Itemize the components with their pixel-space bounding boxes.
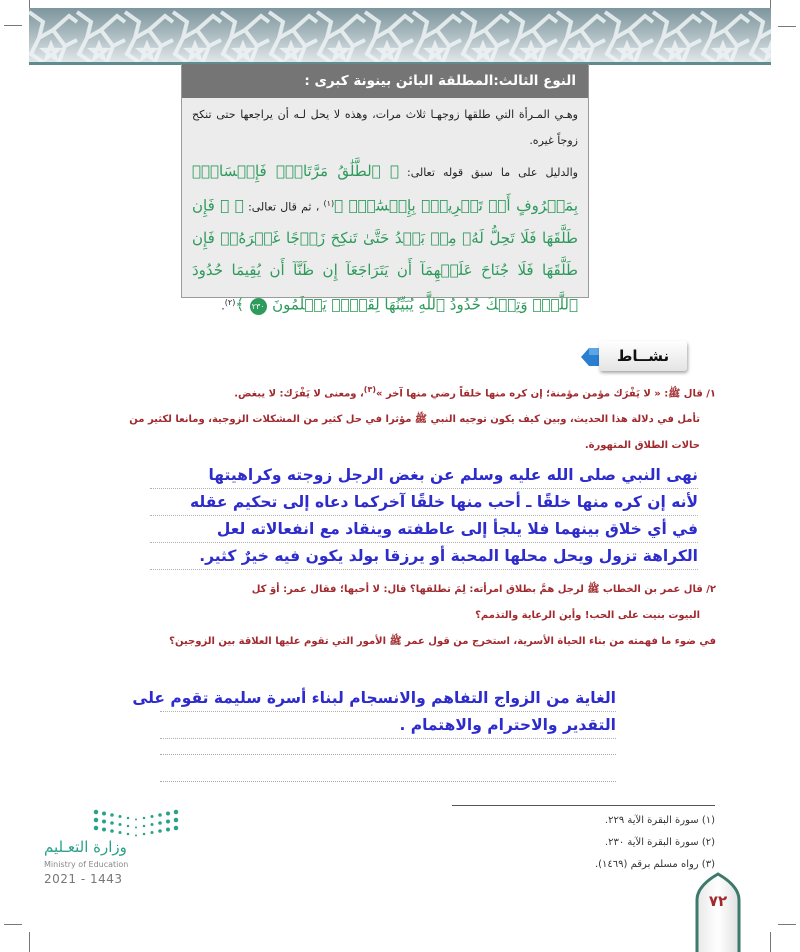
pattern-star xyxy=(284,45,297,58)
info-box-title: النوع الثالث:المطلقة البائن بينونة كبرى : xyxy=(182,64,588,98)
logo-dot xyxy=(143,817,146,820)
logo-dot xyxy=(94,810,99,815)
crop-mark xyxy=(4,924,22,925)
footnotes xyxy=(440,810,715,876)
logo-dot xyxy=(158,821,162,825)
logo-dot xyxy=(110,829,114,833)
logo-dot xyxy=(102,828,106,832)
logo-dot xyxy=(166,828,170,832)
logo-dot xyxy=(119,815,122,818)
logo-dot xyxy=(110,821,114,825)
logo-dot xyxy=(174,810,179,815)
ministry-name-english: Ministry of Education xyxy=(44,860,129,869)
question-1 xyxy=(120,377,716,459)
answer-1[interactable] xyxy=(150,462,698,570)
logo-dot xyxy=(119,823,122,826)
pattern-star xyxy=(716,45,729,58)
logo-dot xyxy=(135,835,137,837)
question-1-meaning: ، ومعنى لا يَفْرَك: لا يبغض. xyxy=(234,388,364,400)
answer-1-line: الكراهة تزول ويحل محلها المحبة أو يرزقا بولد يكون فيه خيرٌ كثير. xyxy=(150,543,698,570)
logo-dot xyxy=(110,813,114,817)
pattern-star xyxy=(332,45,345,58)
question-1-prompt: تأمل في دلالة هذا الحديث، وبين كيف يكون توجيه النبي ﷺ مؤثرا في حل كثير من المشكلات الزوجية، ومانعا لكثير من حالات الطلاق المتهورة. xyxy=(129,414,700,452)
question-1-hadith: ١/ قال ﷺ: « لا يَفْرَك مؤمن مؤمنة؛ إن كره منها خلقاً رضي منها آخر » xyxy=(376,388,716,400)
footnote-ref-3: (٣) xyxy=(363,385,376,394)
decorative-banner xyxy=(29,8,771,62)
logo-dot xyxy=(158,829,162,833)
ministry-logo xyxy=(30,800,190,890)
pattern-star xyxy=(524,45,537,58)
crop-mark xyxy=(770,932,771,952)
activity-label: نشــاط xyxy=(599,341,687,371)
pattern-star xyxy=(428,45,441,58)
crop-mark xyxy=(29,932,30,952)
logo-dot xyxy=(174,826,179,831)
answer-1-line: في أي خلاق بينهما فلا يلجأ إلى عاطفته وينقاد مع انفعالاته لعل xyxy=(150,516,698,543)
geometric-pattern xyxy=(29,8,771,62)
logo-dot xyxy=(174,818,179,823)
question-2-story-cont: البيوت بنيت على الحب! وأين الرعاية والتذمم؟ xyxy=(475,610,700,621)
evidence-intro: والدليل على ما سبق قوله تعالى: xyxy=(406,166,578,179)
logo-dot xyxy=(166,820,170,824)
logo-dot xyxy=(127,825,130,828)
question-2 xyxy=(120,577,716,655)
answer-1-line: لأنه إن كره منها خلقًا ـ أحب منها خلقًا آخركما دعاه إلى تحكيم عقله xyxy=(150,489,698,516)
logo-dot xyxy=(94,818,99,823)
then-said: ، ثم قال تعالى: xyxy=(248,200,320,214)
logo-dot xyxy=(151,823,154,826)
crop-mark xyxy=(29,0,30,8)
crop-mark xyxy=(778,26,796,27)
pattern-star xyxy=(476,45,489,58)
quran-verse-2-close: ﴾ xyxy=(235,295,245,314)
info-box-evidence xyxy=(182,154,588,321)
answer-2-line: التقدير والاحترام والاهتمام . xyxy=(160,712,616,739)
footnote-rule xyxy=(452,805,715,806)
blank-answer-line[interactable] xyxy=(160,781,616,782)
logo-dot xyxy=(127,833,130,836)
ayah-number-icon: ٢٣٠ xyxy=(250,298,267,315)
blank-answer-line[interactable] xyxy=(160,754,616,755)
footnote-3: (٣) رواه مسلم برقم (١٤٦٩). xyxy=(594,859,715,870)
logo-dot xyxy=(102,812,106,816)
pattern-star xyxy=(188,45,201,58)
page-number-tab xyxy=(694,872,742,952)
quran-verse-2: ﴿ فَإِن طَلَّقَهَا فَلَا تَحِلُّ لَهُۥ مِنۢ بَعۡدُ حَتَّىٰ تَنكِحَ زَوۡجًا غَيۡرَهُۥۗ فَإِن طَلَّقَهَا فَلَا جُنَاحَ عَلَيۡهِمَآ أَن يَتَرَاجَعَآ إِن ظَنَّآ أَن يُقِيمَا حُدُودَ ٱللَّهِۗ وَتِلۡكَ حُدُودُ ٱللَّهِ يُبَيِّنُهَا لِقَوۡمٖ يَعۡلَمُونَ xyxy=(192,196,578,314)
question-2-prompt: في ضوء ما فهمته من بناء الحياة الأسرية، استخرج من قول عمر ﷺ الأمور التي تقوم عليها العلاقة بين الزوجين؟ xyxy=(169,636,716,647)
quran-verse-2-open: ﴿ xyxy=(229,196,244,215)
logo-dot xyxy=(119,831,122,834)
answer-2-line: الغاية من الزواج التفاهم والانسجام لبناء أسرة سليمة تقوم على xyxy=(160,685,616,712)
ministry-name-arabic: وزارة التعـليم xyxy=(44,838,127,856)
info-box xyxy=(181,64,589,314)
logo-dot xyxy=(102,820,106,824)
logo-dot xyxy=(158,813,162,817)
logo-dot xyxy=(94,826,99,831)
pattern-star xyxy=(380,45,393,58)
pattern-star xyxy=(44,45,57,58)
answer-2[interactable] xyxy=(132,685,616,739)
footnote-ref-2: (٢) xyxy=(224,297,236,307)
logo-dot xyxy=(143,825,146,828)
pattern-star xyxy=(140,45,153,58)
quran-verse-1: ﴿ ٱلطَّلَٰقُ مَرَّتَانِۖ فَإِمۡسَاكُۢ بِمَعۡرُوفٍ أَوۡ تَسۡرِيحُۢ بِإِحۡسَٰنٖۗ ﴾ xyxy=(192,162,578,215)
pattern-star xyxy=(668,45,681,58)
pattern-star xyxy=(572,45,585,58)
pattern-star xyxy=(764,45,771,58)
pattern-star xyxy=(236,45,249,58)
footnote-ref-1: (١) xyxy=(323,199,335,208)
logo-dot xyxy=(127,817,130,820)
logo-dot xyxy=(151,815,154,818)
logo-dot xyxy=(143,833,146,836)
logo-dot xyxy=(135,819,137,821)
question-2-story: ٢/ قال عمر بن الخطاب ﷺ لرجل همَّ بطلاق امرأته: لِمَ تطلقها؟ قال: لا أحبها؛ فقال عمر: أوَ كل xyxy=(251,584,716,595)
answer-1-line: نهى النبي صلى الله عليه وسلم عن بغض الرجل زوجته وكراهيتها xyxy=(150,462,698,489)
activity-badge xyxy=(581,341,688,375)
footnote-1: (١) سورة البقرة الآية ٢٢٩. xyxy=(604,815,715,826)
logo-dot xyxy=(166,812,170,816)
end-period: . xyxy=(221,299,225,313)
crop-mark xyxy=(4,25,22,26)
pattern-star xyxy=(92,45,105,58)
page-number: ٧٢ xyxy=(708,892,728,910)
logo-dot xyxy=(151,831,154,834)
crop-mark xyxy=(778,924,796,925)
pattern-star xyxy=(620,45,633,58)
logo-dot xyxy=(135,827,137,829)
info-box-definition: وهـي المـرأة التي طلقها زوجهـا ثلاث مرات، وهذه لا يحل لـه أن يراجعها حتى تنكح زوجاً غيره. xyxy=(192,108,578,147)
academic-year: 2021 - 1443 xyxy=(44,872,123,886)
footnote-2: (٢) سورة البقرة الآية ٢٣٠. xyxy=(604,837,715,848)
